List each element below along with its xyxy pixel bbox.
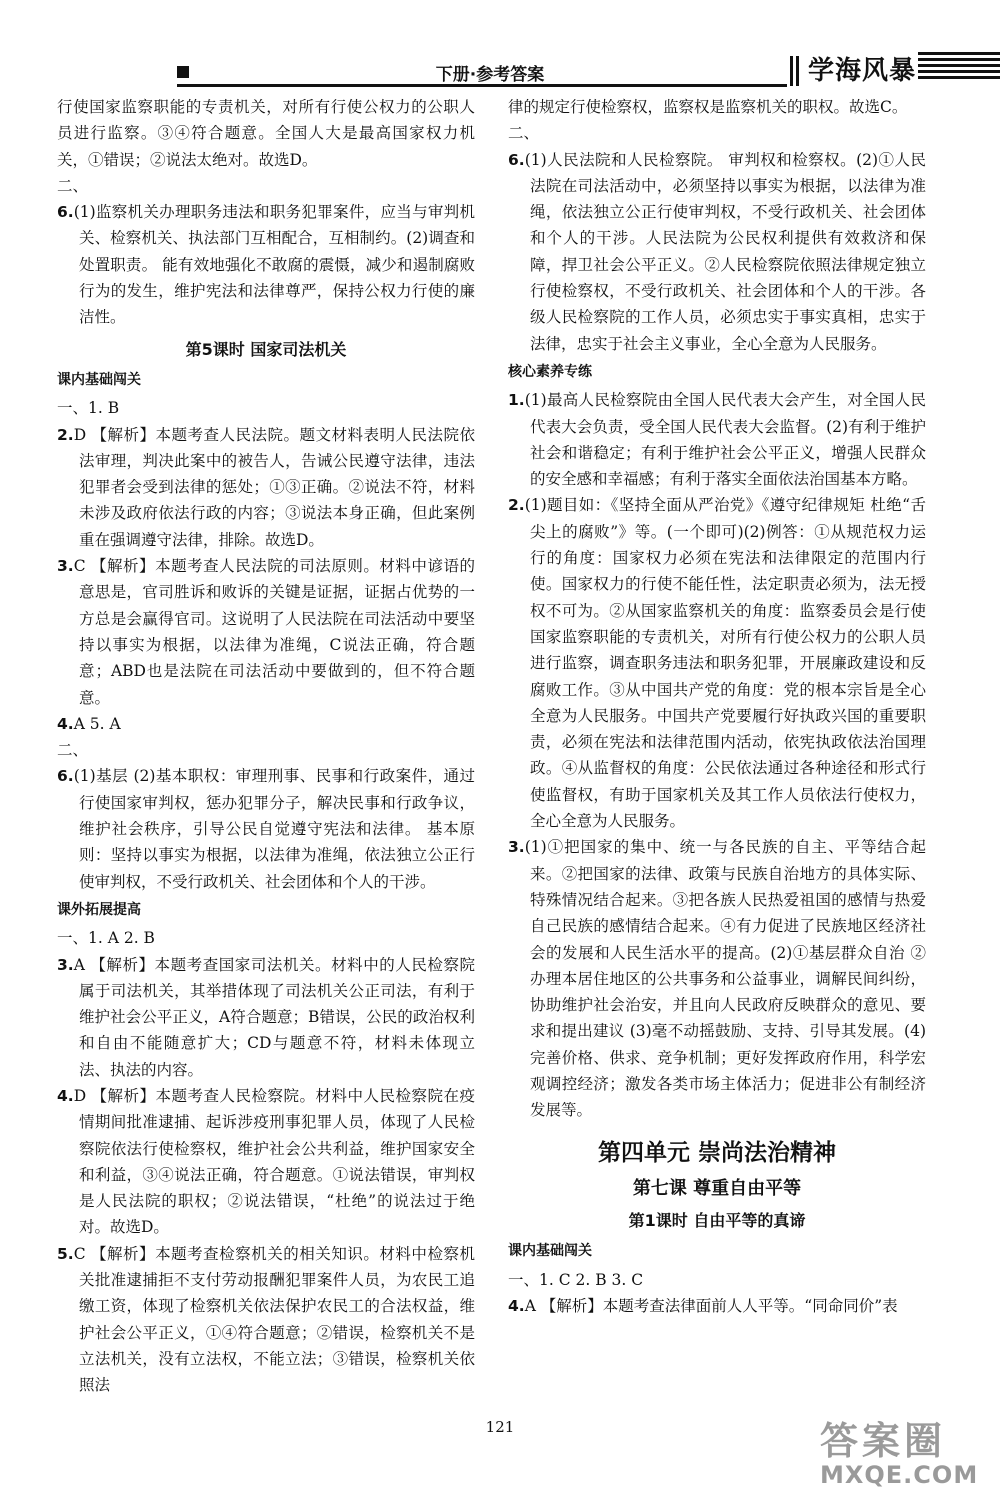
answer-text: (1)题目如：《坚持全面从严治党》《遵守纪律规矩 杜绝“舌尖上的腐败”》等。(一个即可)(2)例答：①从规范权力运行的角度：国家权力必须在宪法和法律限定的范围内行使。国家权力的行使不能任性，法定职责必须为，法无授权不可为。②从国家监察机关的角度：监察委员会是行使国家监察职能的专责机关，对所有行使公权力的公职人员进行监察，调查职务违法和职务犯罪，开展廉政建设和反腐败工作。③从中国共产党的角度：党的根本宗旨是全心全意为人民服务。中国共产党要履行好执政兴国的重要职责，必须在宪法和法律范围内活动，依宪执政依法治国理政。④从监督权的角度：公民依法通过各种途径和形式行使监督权，有助于国家机关及其工作人员依法行使权力，全心全意为人民服务。: [524, 496, 926, 831]
answer-number: 2.: [57, 425, 74, 444]
section-heading: 核心素养专练: [508, 363, 592, 380]
watermark-logo: [820, 1410, 978, 1489]
answer-text: (1)①把国家的集中、统一与各民族的自主、平等结合起来。②把国家的法律、政策与民族自治地方的具体实际、特殊情况结合起来。③把各族人民热爱祖国的感情与热爱自己民族的感情结合起来。④有力促进了民族地区经济社会的发展和人民生活水平的提高。(2)①基层群众自治 ②办理本居住地区的公共事务和公益事业，调解民间纠纷，协助维护社会治安，并且向人民政府反映群众的意见、要求和提出建议 (3)毫不动摇鼓励、支持、引导其发展。(4)完善价格、供求、竞争机制；更好发挥政府作用，科学宏观调控经济；激发各类市场主体活力；促进非公有制经济发展等。: [524, 838, 926, 1120]
answer-number: 5.: [57, 1244, 74, 1263]
left-column: [57, 94, 475, 1399]
answer-item: [508, 1293, 926, 1319]
header-bars-decoration: [790, 56, 802, 90]
answer-line: 二、: [57, 176, 89, 195]
answer-item: [57, 422, 475, 553]
answer-number: 6.: [508, 150, 525, 169]
answer-text: C 【解析】本题考查检察机关的相关知识。材料中检察机关批准逮捕拒不支付劳动报酬犯罪案件人员，为农民工追缴工资，体现了检察机关依法保护农民工的合法权益，维护社会公平正义，①④符合题意；②错误，检察机关不是立法机关，没有立法权，不能立法；③错误，检察机关依照法: [73, 1244, 475, 1395]
answer-text: A 5. A: [73, 714, 121, 733]
answer-text: A 【解析】本题考查国家司法机关。材料中的人民检察院属于司法机关，其举措体现了司法机关公正司法，有利于维护社会公平正义，A符合题意；B错误，公民的政治权利和自由不能随意扩大；CD与题意不符，材料未体现立法、执法的内容。: [73, 955, 475, 1079]
answer-text: (1)人民法院和人民检察院。 审判权和检察权。(2)①人民法院在司法活动中，必须坚持以事实为根据，以法律为准绳，依法独立公正行使审判权，不受行政机关、社会团体和个人的干涉。人民法院为公民权利提供有效救济和保障，捍卫社会公平正义。②人民检察院依照法律规定独立行使检察权，不受行政机关、社会团体和个人的干涉。各级人民检察院的工作人员，必须忠实于事实真相，忠实于法律，忠实于社会主义事业，全心全意为人民服务。: [524, 150, 926, 353]
answer-number: 6.: [57, 203, 74, 222]
answer-text: (1)监察机关办理职务违法和职务犯罪案件，应当与审判机关、检察机关、执法部门互相配合，互相制约。(2)调查和处置职责。 能有效地强化不敢腐的震慑，减少和遏制腐败行为的发生，维护宪法和法律尊严，保持公权力行使的廉洁性。: [73, 203, 475, 327]
answer-number: 2.: [508, 496, 525, 515]
answer-text: (1)基层 (2)基本职权：审理刑事、民事和行政案件，通过行使国家审判权，惩办犯罪分子，解决民事和行政争议，维护社会秩序，引导公民自觉遵守宪法和法律。 基本原则：坚持以事实为根据，以法律为准绳，依法独立公正行使审判权，不受行政机关、社会团体和个人的干涉。: [73, 767, 475, 891]
lesson-heading: 第七课 尊重自由平等: [632, 1177, 802, 1199]
answer-item: [57, 199, 475, 330]
answer-text: D 【解析】本题考查人民法院。题文材料表明人民法院依法审理，判决此案中的被告人，告诫公民遵守法律，违法犯罪者会受到法律的惩处；①③正确。②说法不符，材料未涉及政府依法行政的内容；③说法本身正确，但此案例重在强调遵守法律，排除。故选D。: [73, 425, 475, 549]
answer-number: 1.: [508, 391, 525, 410]
answer-item: [508, 834, 926, 1123]
answer-item: [57, 952, 475, 1083]
answer-line: 二、: [508, 124, 540, 143]
unit-title: 第四单元 崇尚法治精神: [597, 1139, 836, 1166]
lesson-title: 第1课时 自由平等的真谛: [628, 1211, 806, 1231]
answer-line: 一、1. A 2. B: [57, 929, 155, 948]
page-number: 121: [485, 1418, 515, 1436]
answer-number: 4.: [57, 714, 74, 733]
answer-line: 一、1. B: [57, 399, 120, 418]
section-heading: 课内基础闯关: [508, 1243, 592, 1260]
answer-line: 律的规定行使检察权，监察权是监察机关的职权。故选C。: [508, 98, 908, 116]
answer-item: [508, 387, 926, 492]
answer-number: 6.: [57, 767, 74, 786]
answer-text: (1)最高人民检察院由全国人民代表大会产生，对全国人民代表大会负责，受全国人民代表大会监督。(2)有利于维护社会和谐稳定；有利于维护社会公平正义，增强人民群众的安全感和幸福感；有利于落实全面依法治国基本方略。: [524, 391, 926, 489]
answer-number: 3.: [57, 955, 74, 974]
answer-text: A 【解析】本题考查法律面前人人平等。“同命同价”表: [524, 1297, 898, 1316]
watermark-line-2: MXQE.COM: [820, 1461, 979, 1489]
answer-line: 一、1. C 2. B 3. C: [508, 1270, 644, 1289]
answer-line: 行使国家监察职能的专责机关，对所有行使公权力的公职人员进行监察。③④符合题意。全国人大是最高国家权力机关，①错误；②说法太绝对。故选D。: [57, 98, 475, 169]
answer-number: 3.: [57, 557, 74, 576]
answer-number: 4.: [57, 1086, 74, 1105]
section-heading: 课内基础闯关: [57, 371, 141, 388]
answer-item: [57, 1241, 475, 1399]
section-heading: 课外拓展提高: [57, 901, 141, 918]
lesson-title: 第5课时 国家司法机关: [185, 339, 347, 359]
brand-logo: 学海风暴: [808, 56, 917, 86]
answer-number: 3.: [508, 838, 525, 857]
answer-number: 4.: [508, 1297, 525, 1316]
answer-item: [508, 492, 926, 834]
answer-item: [57, 1083, 475, 1241]
header-square-mark: [177, 66, 189, 78]
header-stripes-decoration: [918, 52, 1000, 82]
answer-text: C 【解析】本题考查人民法院的司法原则。材料中谚语的意思是，官司胜诉和败诉的关键是证据，证据占优势的一方总是会赢得官司。这说明了人民法院在司法活动中要坚持以事实为根据，以法律为准绳，C说法正确，符合题意；ABD也是法院在司法活动中要做到的，但不符合题意。: [73, 557, 475, 707]
answer-item: [57, 711, 475, 737]
watermark-line-1: 答案圈: [820, 1419, 947, 1463]
answer-item: [57, 763, 475, 894]
answer-item: [57, 553, 475, 711]
right-column: [508, 94, 926, 1319]
header-title: 下册·参考答案: [435, 65, 545, 85]
answer-item: [508, 147, 926, 357]
page-header: [0, 0, 1000, 95]
answer-line: 二、: [57, 741, 89, 760]
answer-text: D 【解析】本题考查人民检察院。材料中人民检察院在疫情期间批准逮捕、起诉涉疫刑事犯罪人员，体现了人民检察院依法行使检察权，维护社会公共利益，维护国家安全和利益，③④说法正确，符合题意。①说法错误，审判权是人民法院的职权；②说法错误，“杜绝”的说法过于绝对。故选D。: [73, 1086, 475, 1237]
